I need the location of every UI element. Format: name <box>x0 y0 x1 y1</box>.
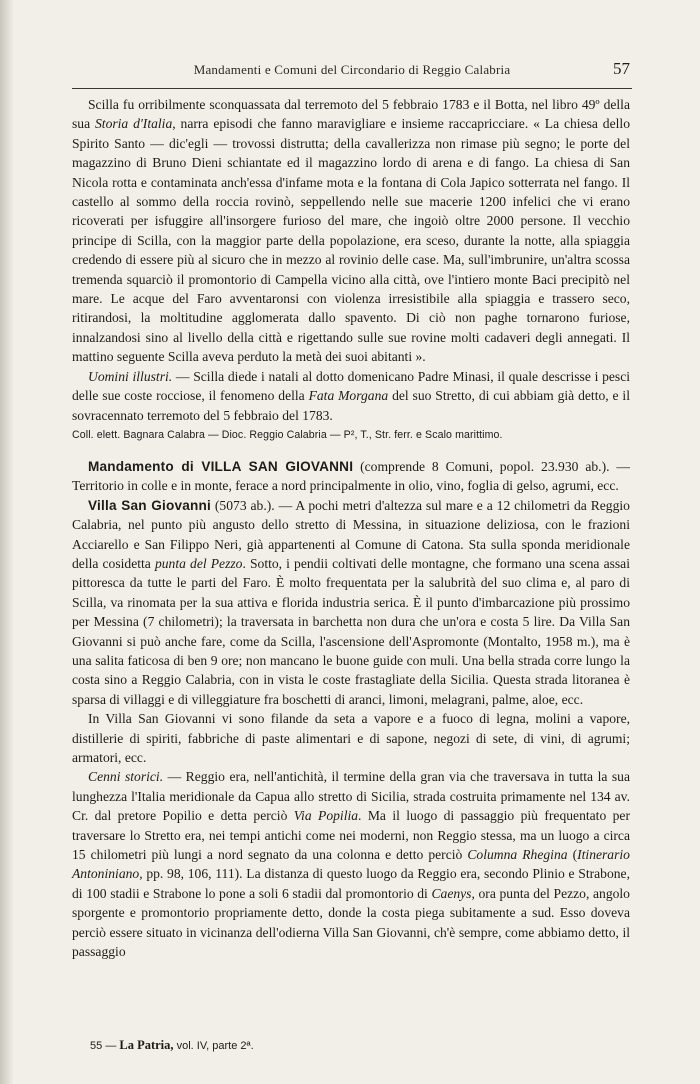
header-rule <box>72 88 632 89</box>
binding-shadow <box>0 0 14 1084</box>
page-body <box>72 95 630 961</box>
running-title: Mandamenti e Comuni del Circondario di Reggio Calabria <box>193 62 511 77</box>
page-footer <box>90 1038 254 1053</box>
footer-dash: — <box>105 1040 117 1052</box>
page-number: 57 <box>613 59 630 78</box>
entry-heading-villa: Villa San Giovanni <box>88 497 211 513</box>
administrative-note: Coll. elett. Bagnara Calabra — Dioc. Reggio Calabria — P², T., Str. ferr. e Scalo marittimo. <box>72 428 503 441</box>
paragraph-industries: In Villa San Giovanni vi sono filande da seta a vapore e a fuoco di legna, molini a vapore, distillerie di spiriti, fabbriche di paste alimentari e di sapone, negozi di sete, di vini, di agrumi; armatori, ecc. <box>72 711 630 765</box>
paragraph-uomini-illustri: Uomini illustri. — Scilla diede i natali al dotto domenicano Padre Minasi, il quale descrisse i pesci delle sue coste rocciose, il fenomeno della Fata Morgana del suo Stretto, di cui abbiam già detto, e il sovracennato terremoto del 5 febbraio del 1783. <box>72 368 630 423</box>
paragraph-villa-san-giovanni: Villa San Giovanni (5073 ab.). — A pochi metri d'altezza sul mare e a 12 chilometri da Reggio Calabria, nel punto più angusto dello stretto di Messina, in situazione deliziosa, con le frazioni Acciarello e San Filippo Neri, già appartenenti al Comune di Catona. Sta sulla sponda meridionale della cosidetta punta del Pezzo. Sotto, i pendii coltivati delle montagne, che formano una scena assai pittoresca da tutte le parti del Faro. È molto frequentata per la salubrità del suo clima e, al paro di Scilla, va rinomata per la sua attiva e florida industria serica. È il punto d'imbarcazione più prossimo per Messina (7 chilometri); la traversata in barchetta non dura che un'ora e costa 5 lire. Da Villa San Giovanni si può anche fare, come da Scilla, l'ascensione dell'Aspromonte (Montalto, 1958 m.), ma è una salita faticosa di ben 9 ore; non mancano le buone guide con muli. Una bella strada corre lungo la costa sino a Reggio Calabria, con in vista le coste frastagliate della Sicilia. Questa strada litoranea è sparsa di villaggi e di villeggiature fra boschetti di aranci, limoni, melagrani, palme, aloe, ecc. <box>72 497 630 707</box>
paragraph-scilla-earthquake: Scilla fu orribilmente sconquassata dal terremoto del 5 febbraio 1783 e il Botta, nel libro 49º della sua Storia d'Italia, narra episodi che fanno maravigliare e insieme raccapricciare. « La chiesa dello Spirito Santo — dic'egli — trovossi distrutta; della cavallerizza non rimase più segno; le porte del magazzino di Bruno Dieni schiantate ed il magazzino lordo di arena e di fango. La chiesa di San Nicola rotta e contaminata anch'essa d'infame mota e la fontana di Cola Japico sotterrata nel fango. Il castello al sommo della roccia rovinò, seppellendo nelle sue macerie 1200 infelici che vi erano ricoverati per isfuggire all'insorgere furioso del mare, che ingoiò oltre 2000 persone. Il vecchio principe di Scilla, con la maggior parte della popolazione, era sceso, durante la notte, alla spiaggia credendo di essere più al sicuro che in mezzo al rovinio delle case. Ma, sull'imbrunire, un'altra scossa tremenda squarciò il promontorio di Campella vicino alla città, ove l'intiero monte Baci precipitò nel mare. Le acque del Faro avventaronsi con violenza irresistibile alla spiaggia e trassero seco, ritirandosi, la moltitudine agglomerata dallo spavento. Di ciò non paghe tornarono furiose, innalzandosi sino al livello della città e rigettando sulle sue rovine molti cadaveri degli annegati. Il mattino seguente Scilla aveva perduto la metà dei suoi abitanti ». <box>72 97 630 365</box>
publication-title: La Patria, <box>119 1038 174 1052</box>
signature-number: 55 <box>90 1040 103 1052</box>
subheading-cenni-storici: Cenni storici. <box>88 769 164 785</box>
section-heading-villa-san-giovanni: VILLA SAN GIOVANNI <box>201 458 354 474</box>
paragraph-mandamento-villa: Mandamento di VILLA SAN GIOVANNI (comprende 8 Comuni, popol. 23.930 ab.). — Territorio in colle e in monte, ferace a nord principalmente in olio, vino, foglia di gelso, agrumi, ecc. <box>72 458 631 494</box>
volume-info: vol. IV, parte 2ª. <box>176 1040 254 1052</box>
subheading-uomini-illustri: Uomini illustri. <box>88 368 173 384</box>
page-header <box>72 59 632 82</box>
paragraph-cenni-storici: Cenni storici. — Reggio era, nell'antichità, il termine della gran via che traversava in tutta la sua lunghezza l'Italia meridionale da Capua allo stretto di Sicilia, strada costruita primamente nel 134 av. Cr. dal pretore Popilio e detta perciò Via Popilia. Ma il luogo di passaggio più frequentato per traversare lo Stretto era, nei tempi antichi come nei moderni, non Reggio stessa, ma un luogo a circa 15 chilometri più lungi a nord segnato da una colonna e detto perciò Columna Rhegina (Itinerario Antoniniano, pp. 98, 106, 111). La distanza di questo luogo da Reggio era, secondo Plinio e Strabone, di 100 stadii e Strabone lo pone a soli 6 stadii dal promontorio di Caenys, ora punta del Pezzo, angolo sporgente e promontorio propriamente detto, donde la costa piega subitamente a sud. Esso doveva perciò essere situato in vicinanza dell'odierna Villa San Giovanni, ch'è sempre, come abbiamo detto, il passaggio <box>72 769 630 960</box>
